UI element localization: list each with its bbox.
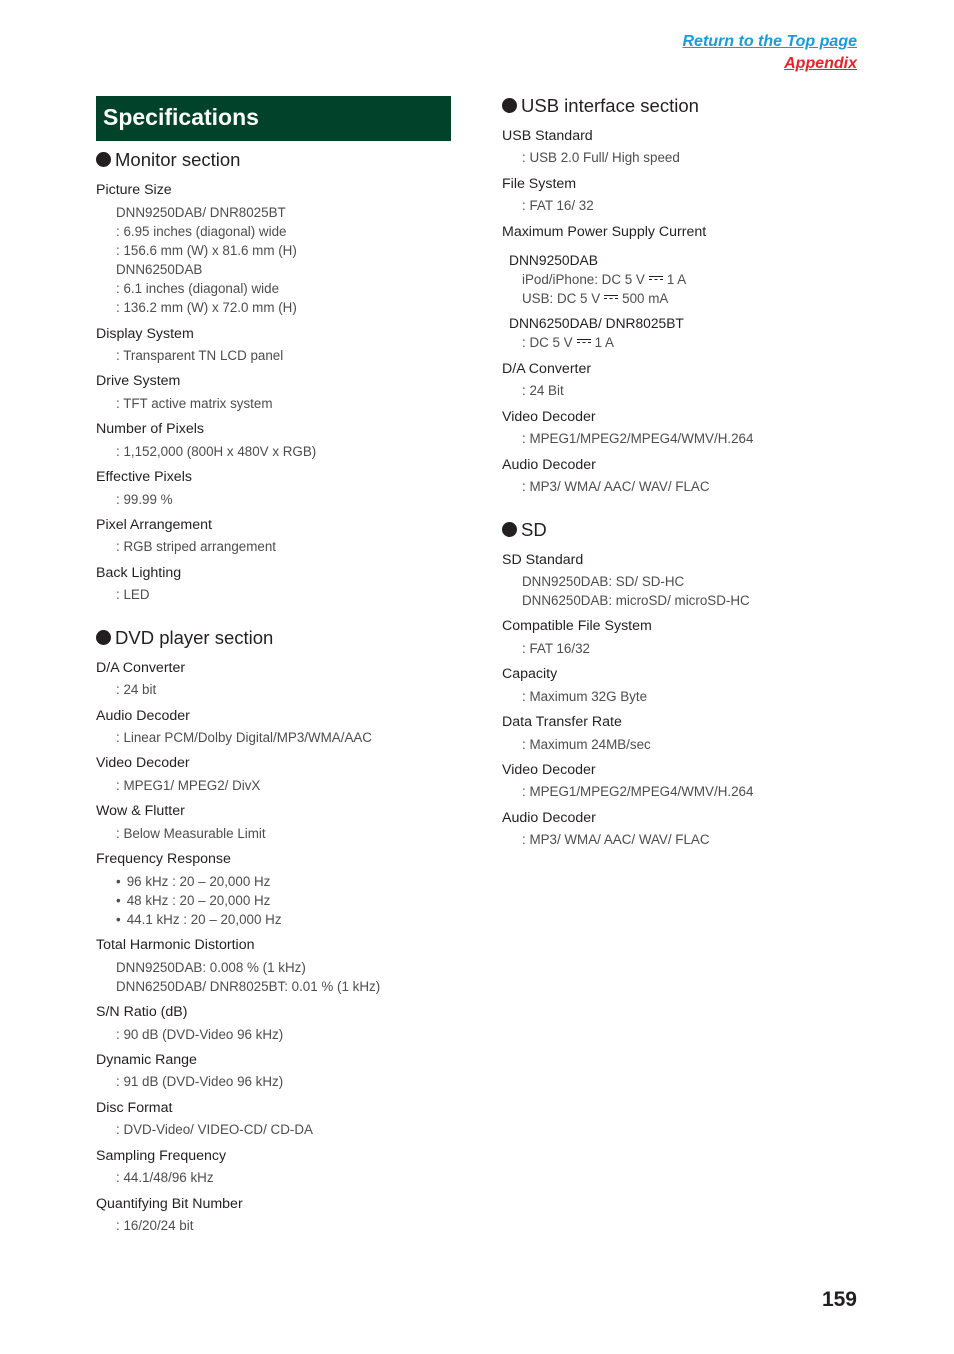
dvd-heading: DVD player section (96, 627, 273, 649)
bullet-icon (502, 98, 517, 113)
spec-label: D/A Converter (96, 660, 186, 676)
spec-value: DNN6250DAB (116, 262, 203, 277)
return-top-link[interactable]: Return to the Top page (682, 33, 857, 50)
spec-value: : 6.95 inches (diagonal) wide (116, 224, 287, 239)
spec-value: iPod/iPhone: DC 5 V 1 A (522, 272, 687, 287)
spec-value: : USB 2.0 Full/ High speed (522, 150, 680, 165)
spec-label: Number of Pixels (96, 421, 205, 437)
spec-label: Video Decoder (502, 762, 596, 778)
spec-value: USB: DC 5 V 500 mA (522, 291, 669, 306)
spec-label: Maximum Power Supply Current (502, 224, 707, 240)
spec-value: : 136.2 mm (W) x 72.0 mm (H) (116, 300, 297, 315)
spec-label: Video Decoder (502, 409, 596, 425)
spec-label: Display System (96, 326, 194, 342)
spec-label: Audio Decoder (96, 708, 190, 724)
spec-value: : Maximum 32G Byte (522, 689, 648, 704)
spec-label: Video Decoder (96, 755, 190, 771)
spec-value: : DVD-Video/ VIDEO-CD/ CD-DA (116, 1122, 313, 1137)
spec-value: : 156.6 mm (W) x 81.6 mm (H) (116, 243, 297, 258)
bullet-icon (502, 522, 517, 537)
spec-label: S/N Ratio (dB) (96, 1004, 188, 1020)
spec-value: DNN9250DAB: 0.008 % (1 kHz) (116, 960, 306, 975)
spec-label: Capacity (502, 666, 558, 682)
monitor-heading: Monitor section (96, 149, 240, 171)
spec-label: Drive System (96, 373, 181, 389)
spec-value: : 24 bit (116, 682, 157, 697)
dc-symbol-icon (649, 276, 663, 283)
spec-label: Picture Size (96, 182, 172, 198)
usb-heading: USB interface section (502, 95, 699, 117)
spec-label: Quantifying Bit Number (96, 1196, 243, 1212)
spec-label: Back Lighting (96, 565, 182, 581)
spec-value: : DC 5 V 1 A (522, 335, 614, 350)
spec-label: Audio Decoder (502, 457, 596, 473)
spec-value: : Linear PCM/Dolby Digital/MP3/WMA/AAC (116, 730, 372, 745)
dc-symbol-icon (604, 295, 618, 302)
spec-value: : TFT active matrix system (116, 396, 273, 411)
spec-label: Wow & Flutter (96, 803, 185, 819)
spec-value: DNN9250DAB/ DNR8025BT (116, 205, 286, 220)
dc-symbol-icon (577, 339, 591, 346)
spec-value: • 48 kHz : 20 – 20,000 Hz (116, 893, 270, 908)
bullet-icon (96, 630, 111, 645)
spec-value: : 90 dB (DVD-Video 96 kHz) (116, 1027, 284, 1042)
spec-value: : FAT 16/ 32 (522, 198, 594, 213)
page-number: 159 (821, 1288, 857, 1311)
spec-value: : MPEG1/MPEG2/MPEG4/WMV/H.264 (522, 784, 754, 799)
spec-value: : LED (116, 587, 150, 602)
spec-value: : 24 Bit (522, 383, 564, 398)
spec-value: : MP3/ WMA/ AAC/ WAV/ FLAC (522, 832, 710, 847)
spec-value: : 16/20/24 bit (116, 1218, 194, 1233)
spec-value: : 44.1/48/96 kHz (116, 1170, 214, 1185)
model-label: DNN6250DAB/ DNR8025BT (509, 316, 684, 331)
sd-heading: SD (502, 519, 547, 541)
spec-label: Frequency Response (96, 851, 231, 867)
spec-label: D/A Converter (502, 361, 592, 377)
spec-value: : MP3/ WMA/ AAC/ WAV/ FLAC (522, 479, 710, 494)
spec-value: : Transparent TN LCD panel (116, 348, 284, 363)
spec-label: SD Standard (502, 552, 584, 568)
spec-value: : Maximum 24MB/sec (522, 737, 651, 752)
spec-label: Effective Pixels (96, 469, 192, 485)
spec-label: File System (502, 176, 577, 192)
spec-value: : 1,152,000 (800H x 480V x RGB) (116, 444, 317, 459)
spec-value: DNN6250DAB: microSD/ microSD-HC (522, 593, 750, 608)
spec-label: Dynamic Range (96, 1052, 197, 1068)
spec-label: Data Transfer Rate (502, 714, 622, 730)
top-links (682, 31, 857, 75)
spec-label: Sampling Frequency (96, 1148, 227, 1164)
spec-label: Pixel Arrangement (96, 517, 212, 533)
spec-label: Audio Decoder (502, 810, 596, 826)
bullet-icon (96, 152, 111, 167)
spec-value: : RGB striped arrangement (116, 539, 277, 554)
model-label: DNN9250DAB (509, 253, 598, 268)
spec-value: : Below Measurable Limit (116, 826, 266, 841)
spec-label: Total Harmonic Distortion (96, 937, 255, 953)
spec-label: Disc Format (96, 1100, 173, 1116)
spec-value: • 44.1 kHz : 20 – 20,000 Hz (116, 912, 282, 927)
spec-value: : FAT 16/32 (522, 641, 590, 656)
spec-label: Compatible File System (502, 618, 652, 634)
page-title: Specifications (96, 96, 451, 141)
spec-value: : 91 dB (DVD-Video 96 kHz) (116, 1074, 284, 1089)
spec-value: : MPEG1/ MPEG2/ DivX (116, 778, 261, 793)
spec-value: : MPEG1/MPEG2/MPEG4/WMV/H.264 (522, 431, 754, 446)
spec-label: USB Standard (502, 128, 593, 144)
spec-value: DNN9250DAB: SD/ SD-HC (522, 574, 685, 589)
spec-value: : 6.1 inches (diagonal) wide (116, 281, 280, 296)
spec-value: DNN6250DAB/ DNR8025BT: 0.01 % (1 kHz) (116, 979, 381, 994)
spec-value: : 99.99 % (116, 492, 173, 507)
spec-value: • 96 kHz : 20 – 20,000 Hz (116, 874, 270, 889)
appendix-link[interactable]: Appendix (784, 55, 857, 72)
